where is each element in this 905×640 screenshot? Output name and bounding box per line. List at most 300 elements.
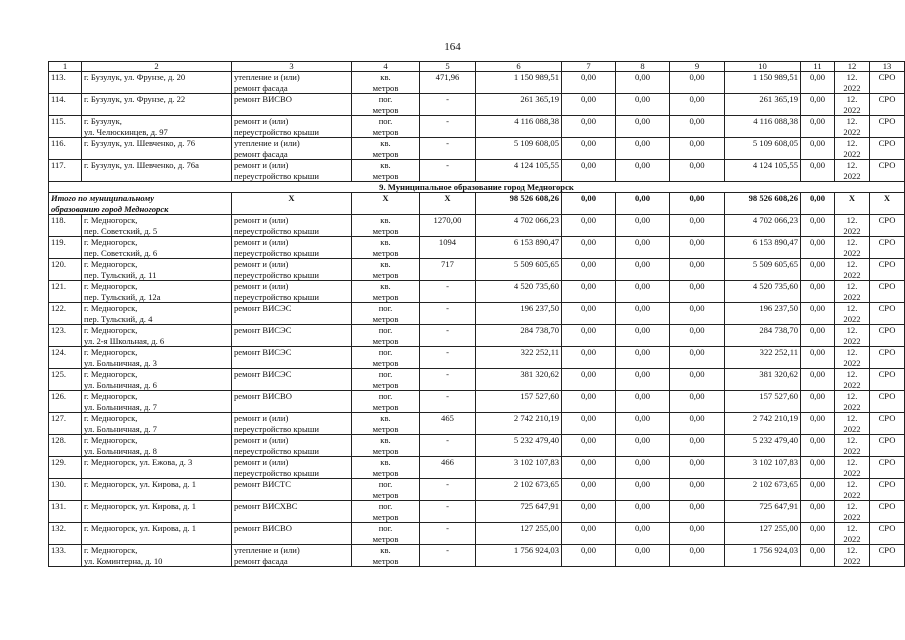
fund-source-cell: СРО	[870, 369, 905, 391]
total-cost-cell: 322 252,11	[476, 347, 562, 369]
unit-cell	[352, 545, 420, 567]
deadline-cell	[835, 501, 870, 523]
fund-source-cell: СРО	[870, 457, 905, 479]
unit-cell-line: пог.	[378, 391, 393, 401]
work-type-cell-line: ремонт фасада	[234, 82, 288, 93]
fund-cell-7: 0,00	[562, 160, 616, 182]
table-row	[49, 215, 905, 237]
unit-cell-line: метров	[372, 401, 399, 412]
fund-cell-8: 0,00	[616, 391, 670, 413]
address-cell	[82, 116, 232, 138]
work-type-cell-line: переустройство крыши	[234, 291, 319, 302]
address-cell-line: г. Медногорск, ул. Кирова, д. 1	[84, 479, 196, 489]
total-label-line: Итого по муниципальному	[51, 193, 155, 203]
fund-cell-9: 0,00	[670, 160, 725, 182]
address-cell-line: г. Медногорск,	[84, 545, 138, 555]
owner-funds-cell: 1 150 989,51	[725, 72, 801, 94]
fund-cell-7: 0,00	[562, 479, 616, 501]
quantity-cell: -	[420, 325, 476, 347]
fund-cell-9: 0,00	[670, 237, 725, 259]
owner-funds-cell: 196 237,50	[725, 303, 801, 325]
total-label	[49, 193, 232, 215]
total-x-5: Х	[420, 193, 476, 215]
unit-cell-line: пог.	[378, 116, 393, 126]
unit-cell-line: метров	[372, 170, 399, 181]
address-cell	[82, 523, 232, 545]
deadline-cell	[835, 94, 870, 116]
table-row	[49, 545, 905, 567]
address-cell-line: г. Медногорск,	[84, 391, 138, 401]
work-type-cell	[232, 523, 352, 545]
fund-cell-8: 0,00	[616, 215, 670, 237]
unit-cell	[352, 259, 420, 281]
total-cost-cell: 5 232 479,40	[476, 435, 562, 457]
fund-cell-8: 0,00	[616, 259, 670, 281]
work-type-cell-line: переустройство крыши	[234, 269, 319, 280]
column-header-13: 13	[870, 62, 905, 72]
column-number-row	[49, 62, 905, 72]
work-type-cell-line: ремонт фасада	[234, 555, 288, 566]
row-number: 133.	[49, 545, 82, 567]
address-cell-line: ул. Больничная, д. 7	[84, 423, 157, 434]
address-cell-line: г. Бузулук, ул. Шевченко, д. 76	[84, 138, 196, 148]
row-number: 122.	[49, 303, 82, 325]
fund-cell-11: 0,00	[801, 347, 835, 369]
deadline-cell-line: 12.	[846, 72, 858, 82]
quantity-cell: -	[420, 391, 476, 413]
address-cell	[82, 160, 232, 182]
fund-cell-8: 0,00	[616, 413, 670, 435]
deadline-cell-line: 12.	[846, 413, 858, 423]
fund-source-cell: СРО	[870, 237, 905, 259]
total-fund-9: 0,00	[670, 193, 725, 215]
work-type-cell-line: ремонт и (или)	[234, 160, 289, 170]
fund-cell-9: 0,00	[670, 347, 725, 369]
unit-cell-line: кв.	[380, 413, 391, 423]
deadline-cell-line: 2022	[843, 555, 861, 566]
fund-cell-8: 0,00	[616, 237, 670, 259]
quantity-cell: 466	[420, 457, 476, 479]
fund-cell-8: 0,00	[616, 160, 670, 182]
fund-cell-11: 0,00	[801, 116, 835, 138]
total-fund-8: 0,00	[616, 193, 670, 215]
deadline-cell	[835, 391, 870, 413]
address-cell-line: г. Медногорск, ул. Кирова, д. 1	[84, 523, 196, 533]
deadline-cell-line: 2022	[843, 533, 861, 544]
work-type-cell-line: утепление и (или)	[234, 138, 300, 148]
row-number: 120.	[49, 259, 82, 281]
row-number: 115.	[49, 116, 82, 138]
deadline-cell-line: 2022	[843, 335, 861, 346]
work-type-cell	[232, 347, 352, 369]
quantity-cell: -	[420, 303, 476, 325]
unit-cell-line: метров	[372, 82, 399, 93]
fund-cell-11: 0,00	[801, 94, 835, 116]
fund-cell-7: 0,00	[562, 523, 616, 545]
unit-cell	[352, 501, 420, 523]
quantity-cell: -	[420, 138, 476, 160]
unit-cell	[352, 435, 420, 457]
total-cost-cell: 1 756 924,03	[476, 545, 562, 567]
fund-cell-9: 0,00	[670, 391, 725, 413]
deadline-cell-line: 2022	[843, 489, 861, 500]
deadline-cell-line: 2022	[843, 269, 861, 280]
fund-cell-9: 0,00	[670, 435, 725, 457]
fund-source-cell: СРО	[870, 413, 905, 435]
fund-cell-9: 0,00	[670, 325, 725, 347]
address-cell-line: г. Медногорск,	[84, 215, 138, 225]
quantity-cell: 1270,00	[420, 215, 476, 237]
deadline-cell-line: 12.	[846, 116, 858, 126]
unit-cell-line: кв.	[380, 545, 391, 555]
fund-cell-11: 0,00	[801, 303, 835, 325]
unit-cell-line: метров	[372, 313, 399, 324]
capital-repair-table	[48, 61, 905, 567]
owner-funds-cell: 2 742 210,19	[725, 413, 801, 435]
deadline-cell-line: 2022	[843, 511, 861, 522]
unit-cell-line: метров	[372, 225, 399, 236]
fund-source-cell: СРО	[870, 325, 905, 347]
total-cost-cell: 2 742 210,19	[476, 413, 562, 435]
total-cost-cell: 284 738,70	[476, 325, 562, 347]
work-type-cell	[232, 545, 352, 567]
deadline-cell-line: 2022	[843, 313, 861, 324]
deadline-cell-line: 2022	[843, 401, 861, 412]
work-type-cell-line: утепление и (или)	[234, 72, 300, 82]
deadline-cell	[835, 72, 870, 94]
address-cell	[82, 94, 232, 116]
deadline-cell-line: 2022	[843, 467, 861, 478]
unit-cell	[352, 325, 420, 347]
unit-cell	[352, 413, 420, 435]
owner-funds-cell: 261 365,19	[725, 94, 801, 116]
fund-source-cell: СРО	[870, 215, 905, 237]
address-cell-line: г. Медногорск,	[84, 237, 138, 247]
fund-cell-11: 0,00	[801, 479, 835, 501]
fund-cell-7: 0,00	[562, 325, 616, 347]
fund-cell-8: 0,00	[616, 72, 670, 94]
work-type-cell	[232, 479, 352, 501]
fund-cell-11: 0,00	[801, 160, 835, 182]
table-row	[49, 435, 905, 457]
address-cell-line: г. Бузулук, ул. Фрунзе, д. 20	[84, 72, 186, 82]
fund-cell-8: 0,00	[616, 325, 670, 347]
address-cell	[82, 369, 232, 391]
unit-cell	[352, 237, 420, 259]
table-row	[49, 72, 905, 94]
total-owner-funds: 98 526 608,26	[725, 193, 801, 215]
row-number: 116.	[49, 138, 82, 160]
column-header-2: 2	[82, 62, 232, 72]
work-type-cell	[232, 116, 352, 138]
quantity-cell: 471,96	[420, 72, 476, 94]
address-cell-line: г. Медногорск,	[84, 413, 138, 423]
fund-cell-7: 0,00	[562, 347, 616, 369]
address-cell	[82, 391, 232, 413]
address-cell-line: г. Медногорск, ул. Кирова, д. 1	[84, 501, 196, 511]
owner-funds-cell: 4 520 735,60	[725, 281, 801, 303]
deadline-cell-line: 12.	[846, 160, 858, 170]
deadline-cell-line: 12.	[846, 138, 858, 148]
address-cell	[82, 237, 232, 259]
total-cost-cell: 6 153 890,47	[476, 237, 562, 259]
fund-cell-11: 0,00	[801, 259, 835, 281]
column-header-5: 5	[420, 62, 476, 72]
deadline-cell-line: 12.	[846, 325, 858, 335]
deadline-cell	[835, 160, 870, 182]
column-header-11: 11	[801, 62, 835, 72]
deadline-cell-line: 2022	[843, 423, 861, 434]
fund-source-cell: СРО	[870, 116, 905, 138]
fund-cell-8: 0,00	[616, 138, 670, 160]
deadline-cell	[835, 138, 870, 160]
unit-cell	[352, 72, 420, 94]
fund-source-cell: СРО	[870, 138, 905, 160]
total-cost-cell: 196 237,50	[476, 303, 562, 325]
table-row	[49, 303, 905, 325]
fund-cell-9: 0,00	[670, 369, 725, 391]
unit-cell	[352, 303, 420, 325]
fund-cell-8: 0,00	[616, 435, 670, 457]
fund-cell-7: 0,00	[562, 413, 616, 435]
table-row	[49, 369, 905, 391]
row-number: 119.	[49, 237, 82, 259]
deadline-cell-line: 12.	[846, 94, 858, 104]
table-body	[49, 62, 905, 567]
owner-funds-cell: 284 738,70	[725, 325, 801, 347]
fund-cell-9: 0,00	[670, 281, 725, 303]
quantity-cell: -	[420, 116, 476, 138]
owner-funds-cell: 4 116 088,38	[725, 116, 801, 138]
work-type-cell-line: ремонт и (или)	[234, 116, 289, 126]
work-type-cell-line: ремонт ВИСВО	[234, 94, 292, 104]
quantity-cell: -	[420, 479, 476, 501]
unit-cell-line: кв.	[380, 259, 391, 269]
deadline-cell-line: 12.	[846, 545, 858, 555]
row-number: 126.	[49, 391, 82, 413]
address-cell-line: пер. Советский, д. 6	[84, 247, 158, 258]
column-header-10: 10	[725, 62, 801, 72]
unit-cell-line: метров	[372, 445, 399, 456]
quantity-cell: -	[420, 369, 476, 391]
deadline-cell-line: 2022	[843, 126, 861, 137]
column-header-12: 12	[835, 62, 870, 72]
owner-funds-cell: 3 102 107,83	[725, 457, 801, 479]
row-number: 117.	[49, 160, 82, 182]
deadline-cell	[835, 523, 870, 545]
address-cell-line: г. Медногорск,	[84, 325, 138, 335]
owner-funds-cell: 381 320,62	[725, 369, 801, 391]
total-cost-cell: 725 647,91	[476, 501, 562, 523]
unit-cell-line: кв.	[380, 281, 391, 291]
fund-cell-8: 0,00	[616, 545, 670, 567]
total-cost-cell: 2 102 673,65	[476, 479, 562, 501]
table-row	[49, 259, 905, 281]
address-cell-line: г. Медногорск,	[84, 347, 138, 357]
deadline-cell-line: 2022	[843, 291, 861, 302]
column-header-4: 4	[352, 62, 420, 72]
row-number: 124.	[49, 347, 82, 369]
fund-cell-9: 0,00	[670, 479, 725, 501]
quantity-cell: -	[420, 501, 476, 523]
fund-cell-11: 0,00	[801, 72, 835, 94]
total-x-12: Х	[835, 193, 870, 215]
deadline-cell-line: 2022	[843, 247, 861, 258]
deadline-cell-line: 12.	[846, 391, 858, 401]
deadline-cell-line: 12.	[846, 215, 858, 225]
total-cost-cell: 5 109 608,05	[476, 138, 562, 160]
deadline-cell	[835, 457, 870, 479]
work-type-cell-line: утепление и (или)	[234, 545, 300, 555]
work-type-cell	[232, 94, 352, 116]
deadline-cell-line: 12.	[846, 259, 858, 269]
unit-cell-line: метров	[372, 335, 399, 346]
total-cost-cell: 5 509 605,65	[476, 259, 562, 281]
quantity-cell: -	[420, 94, 476, 116]
unit-cell-line: метров	[372, 555, 399, 566]
fund-cell-9: 0,00	[670, 72, 725, 94]
deadline-cell	[835, 369, 870, 391]
deadline-cell-line: 2022	[843, 170, 861, 181]
row-number: 129.	[49, 457, 82, 479]
unit-cell-line: пог.	[378, 479, 393, 489]
work-type-cell	[232, 138, 352, 160]
address-cell-line: г. Бузулук, ул. Фрунзе, д. 22	[84, 94, 186, 104]
fund-source-cell: СРО	[870, 259, 905, 281]
work-type-cell	[232, 413, 352, 435]
unit-cell-line: метров	[372, 269, 399, 280]
unit-cell-line: метров	[372, 104, 399, 115]
work-type-cell-line: переустройство крыши	[234, 170, 319, 181]
deadline-cell-line: 2022	[843, 82, 861, 93]
owner-funds-cell: 1 756 924,03	[725, 545, 801, 567]
deadline-cell-line: 12.	[846, 501, 858, 511]
address-cell-line: пер. Советский, д. 5	[84, 225, 158, 236]
table-row	[49, 94, 905, 116]
quantity-cell: -	[420, 347, 476, 369]
unit-cell-line: кв.	[380, 435, 391, 445]
deadline-cell	[835, 259, 870, 281]
unit-cell	[352, 215, 420, 237]
fund-cell-7: 0,00	[562, 435, 616, 457]
address-cell	[82, 303, 232, 325]
column-header-7: 7	[562, 62, 616, 72]
fund-source-cell: СРО	[870, 523, 905, 545]
fund-cell-9: 0,00	[670, 501, 725, 523]
deadline-cell-line: 12.	[846, 369, 858, 379]
fund-cell-7: 0,00	[562, 215, 616, 237]
fund-cell-9: 0,00	[670, 138, 725, 160]
fund-cell-8: 0,00	[616, 281, 670, 303]
work-type-cell	[232, 237, 352, 259]
deadline-cell-line: 12.	[846, 457, 858, 467]
table-row	[49, 523, 905, 545]
fund-cell-11: 0,00	[801, 138, 835, 160]
fund-cell-8: 0,00	[616, 303, 670, 325]
deadline-cell	[835, 435, 870, 457]
row-number: 132.	[49, 523, 82, 545]
work-type-cell	[232, 325, 352, 347]
fund-cell-8: 0,00	[616, 523, 670, 545]
unit-cell-line: метров	[372, 379, 399, 390]
unit-cell	[352, 160, 420, 182]
unit-cell	[352, 523, 420, 545]
unit-cell	[352, 281, 420, 303]
table-row	[49, 138, 905, 160]
total-sum: 98 526 608,26	[476, 193, 562, 215]
section-title: 9. Муниципальное образование город Медногорск	[49, 182, 905, 193]
column-header-3: 3	[232, 62, 352, 72]
column-header-8: 8	[616, 62, 670, 72]
fund-cell-8: 0,00	[616, 479, 670, 501]
unit-cell-line: пог.	[378, 303, 393, 313]
unit-cell-line: пог.	[378, 369, 393, 379]
row-number: 125.	[49, 369, 82, 391]
work-type-cell-line: ремонт ВИСЭС	[234, 369, 292, 379]
owner-funds-cell: 322 252,11	[725, 347, 801, 369]
fund-cell-8: 0,00	[616, 501, 670, 523]
fund-cell-9: 0,00	[670, 303, 725, 325]
quantity-cell: -	[420, 281, 476, 303]
table-row	[49, 347, 905, 369]
address-cell-line: г. Медногорск,	[84, 369, 138, 379]
deadline-cell-line: 12.	[846, 479, 858, 489]
unit-cell	[352, 457, 420, 479]
fund-cell-9: 0,00	[670, 523, 725, 545]
total-cost-cell: 157 527,60	[476, 391, 562, 413]
fund-cell-11: 0,00	[801, 501, 835, 523]
quantity-cell: -	[420, 160, 476, 182]
work-type-cell-line: ремонт ВИСХВС	[234, 501, 298, 511]
fund-source-cell: СРО	[870, 303, 905, 325]
column-header-9: 9	[670, 62, 725, 72]
address-cell-line: ул. Коминтерна, д. 10	[84, 555, 163, 566]
address-cell	[82, 138, 232, 160]
owner-funds-cell: 5 109 608,05	[725, 138, 801, 160]
unit-cell-line: кв.	[380, 72, 391, 82]
total-x-13: Х	[870, 193, 905, 215]
unit-cell	[352, 116, 420, 138]
table-row	[49, 116, 905, 138]
table-row	[49, 413, 905, 435]
address-cell-line: ул. Больничная, д. 8	[84, 445, 157, 456]
work-type-cell-line: ремонт и (или)	[234, 215, 289, 225]
unit-cell	[352, 479, 420, 501]
row-number: 128.	[49, 435, 82, 457]
total-x-3: Х	[232, 193, 352, 215]
fund-cell-7: 0,00	[562, 94, 616, 116]
address-cell-line: ул. 2-я Школьная, д. 6	[84, 335, 165, 346]
unit-cell	[352, 369, 420, 391]
work-type-cell-line: переустройство крыши	[234, 247, 319, 258]
work-type-cell-line: ремонт и (или)	[234, 413, 289, 423]
total-cost-cell: 1 150 989,51	[476, 72, 562, 94]
unit-cell-line: пог.	[378, 347, 393, 357]
fund-cell-7: 0,00	[562, 391, 616, 413]
address-cell-line: г. Бузулук,	[84, 116, 122, 126]
quantity-cell: -	[420, 523, 476, 545]
work-type-cell	[232, 391, 352, 413]
address-cell-line: ул. Больничная, д. 3	[84, 357, 157, 368]
unit-cell-line: метров	[372, 533, 399, 544]
fund-cell-7: 0,00	[562, 545, 616, 567]
address-cell-line: г. Медногорск,	[84, 303, 138, 313]
address-cell	[82, 545, 232, 567]
unit-cell-line: метров	[372, 247, 399, 258]
address-cell	[82, 72, 232, 94]
fund-cell-11: 0,00	[801, 523, 835, 545]
work-type-cell	[232, 435, 352, 457]
